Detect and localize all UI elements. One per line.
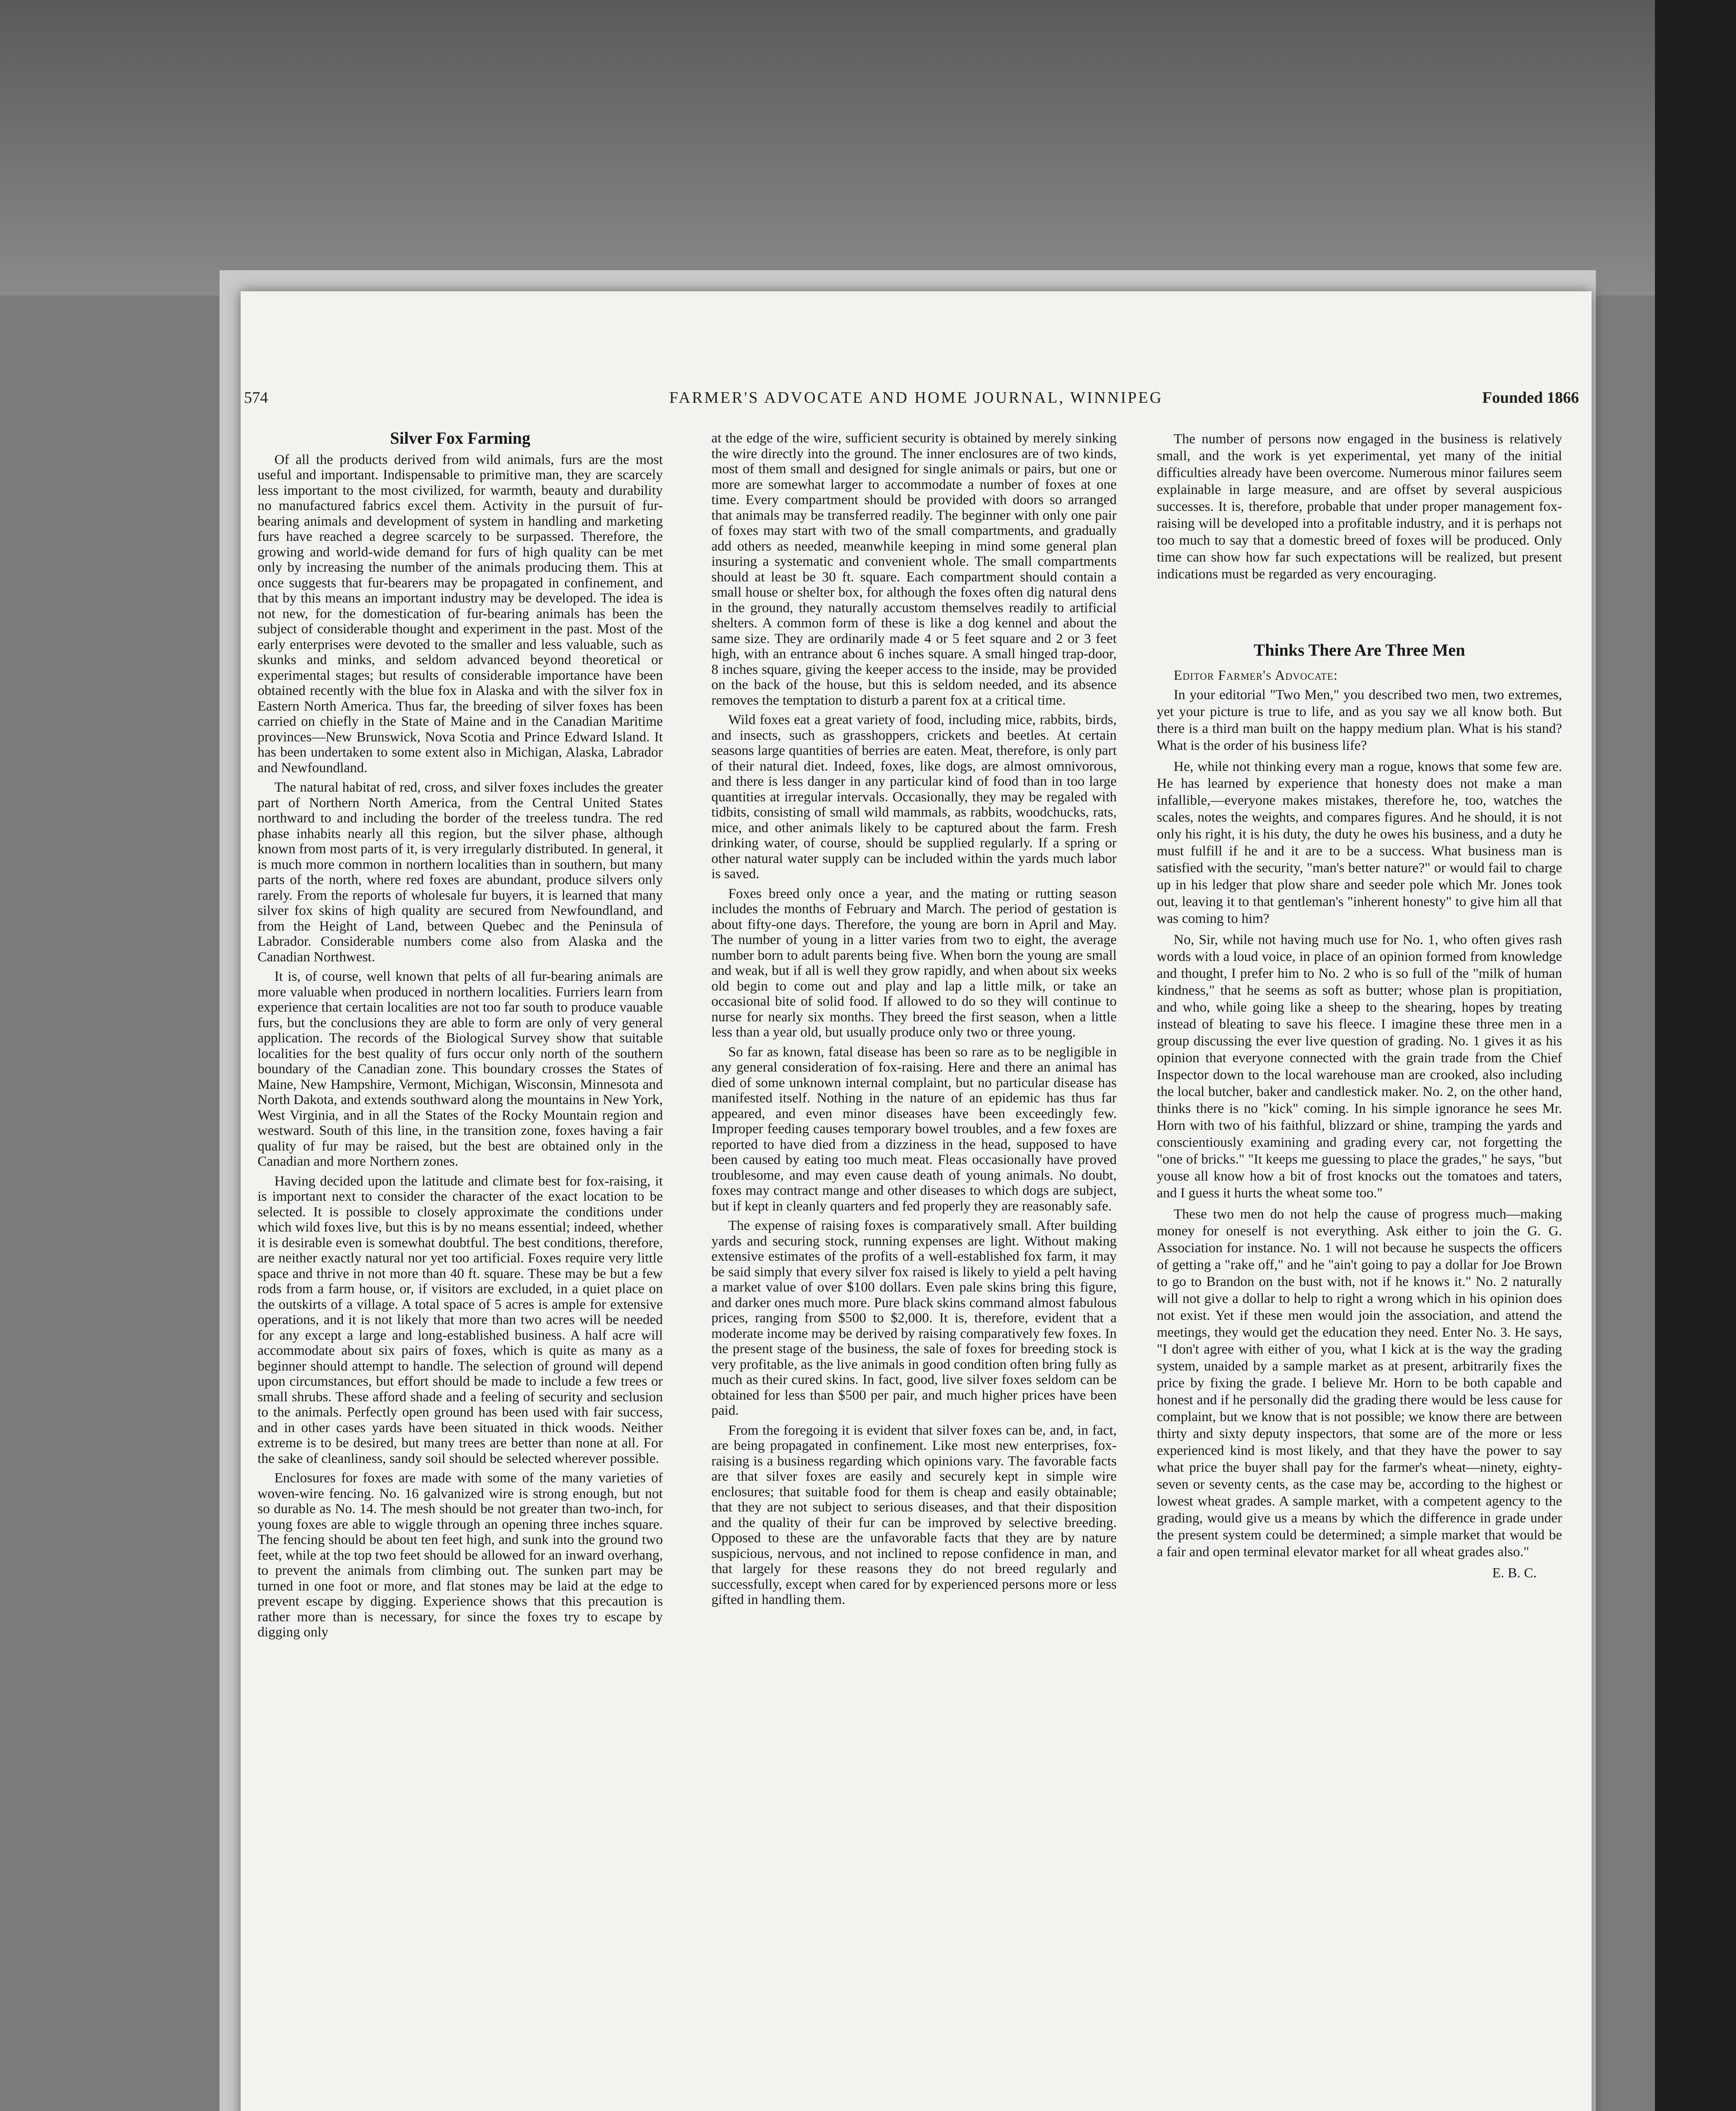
article-headline-three-men: Thinks There Are Three Men (1253, 640, 1465, 659)
page-header (241, 388, 1592, 414)
letter-paragraph: These two men do not help the cause of progress much—making money for oneself is not everything. Ask either to join the G. G. Association for instance. No. 1 will not because he suspects the officers of getting a "rake off," and he "ain't going to pay a dollar for Joe Brown to go to Brandon on the bust with, not if he knows it." No. 2 naturally will not give a dollar to help to right a wrong which in his opinion does not exist. Yet if these men would join the association, and attend the meetings, they would get the education they need. Enter No. 3. He says, "I don't agree with either of you, what I kick at is the way the grading system, unaided by a sample market as at present, arbitrarily fixes the price by fixing the grade. I believe Mr. Horn to be both capable and honest and if he personally did the grading there would be less cause for complaint, but we know that is not possible; we know there are between thirty and sixty deputy inspectors, that some are of the more or less experienced kind is most likely, and that they have the power to say what price the buyer shall pay for the farmer's wheat—ninety, eighty-seven or seventy cents, as the case may be, according to the highest or lowest wheat grades. A sample market, with a competent agency to the grading, would give us a means by which the difference in grade under the present system could be determined; a simple market that would be a fair and open terminal elevator market for all wheat grades also." (1157, 1207, 1562, 1560)
journal-title: FARMER'S ADVOCATE AND HOME JOURNAL, WINNIPEG (669, 389, 1163, 407)
column-1 (258, 431, 663, 2111)
column-3 (1157, 431, 1562, 2111)
article-paragraph: at the edge of the wire, sufficient security is obtained by merely sinking the wire directly into the ground. The inner enclosures are of two kinds, most of them small and designed for single animals or pairs, but one or more are somewhat larger to accommodate a number of foxes at one time. Every compartment should be provided with doors so arranged that animals may be transferred readily. The beginner with only one pair of foxes may start with two of the small compartments, and gradually add others as needed, meanwhile keeping in mind some general plan insuring a systematic and convenient whole. The small compartments should at least be 30 ft. square. Each compartment should contain a small house or shelter box, for although the foxes often dig natural dens in the ground, they naturally accustom themselves readily to artificial shelters. A common form of these is like a dog kennel and about the same size. They are ordinarily made 4 or 5 feet square and 2 or 3 feet high, with an entrance about 6 inches square. A small hinged trap-door, 8 inches square, giving the keeper access to the inside, may be provided on the back of the house, but this is seldom needed, and its absence removes the temptation to disturb a parent fox at a critical time. (711, 431, 1117, 708)
letter-paragraph: No, Sir, while not having much use for No. 1, who often gives rash words with a loud voice, in place of an opinion formed from knowledge and thought, I prefer him to No. 2 who is so full of the "milk of human kindness," that he seems as soft as butter; whose plan is propitiation, and who, while going like a sheep to the shearing, hopes by treating instead of bleating to save his fleece. I imagine these three men in a group discussing the ever live question of grading. No. 1 gives it as his opinion that everyone connected with the grain trade from the Chief Inspector down to the local warehouse man are crooked, also including the local butcher, baker and candlestick maker. No. 2, on the other hand, thinks there is no "kick" coming. In his simple ignorance he sees Mr. Horn with two of his faithful, blizzard or shine, tramping the yards and conscientiously examining and grading every car, not forgetting the "one of bricks." "It keeps me guessing to place the grades," he says, "but youse all know how a bit of frost knocks out the tomatoes and taters, and I guess it hurts the wheat some too." (1157, 932, 1562, 1201)
newspaper-page (241, 291, 1592, 2111)
article-headline-silver-fox: Silver Fox Farming (390, 431, 531, 448)
article-paragraph: Foxes breed only once a year, and the mating or rutting season includes the months of February and March. The period of gestation is about fifty-one days. Therefore, the young are born in April and May. The number of young in a litter varies from two to eight, the average number born to adult parents being five. When born the young are small and weak, but if all is well they grow rapidly, and when about six weeks old begin to come out and play and lap a little milk, or take an occasional bite of solid food. If allowed to do so they will continue to nurse for nearly six months. They breed the first season, when a little less than a year old, but usually produce only two or three young. (711, 886, 1117, 1040)
article-paragraph: Of all the products derived from wild animals, furs are the most useful and important. Indispensable to primitive man, they are scarcely less important to the most civilized, for warmth, beauty and durability no manufactured fabrics excel them. Activity in the pursuit of fur-bearing animals and development of system in handling and marketing furs have reached a degree scarcely to be surpassed. Therefore, the growing and world-wide demand for furs of high quality can be met only by increasing the number of the animals producing them. This at once suggests that fur-bearers may be propagated in confinement, and that by this means an important industry may be developed. The idea is not new, for the domestication of fur-bearing animals has been the subject of considerable thought and experiment in the past. Most of the early enterprises were devoted to the smaller and less valuable, such as skunks and minks, and seldom advanced beyond theoretical or experimental stages; but results of considerable importance have been obtained recently with the blue fox in Alaska and with the silver fox in Eastern North America. Thus far, the breeding of silver foxes has been carried on chiefly in the State of Maine and in the Canadian Maritime provinces—New Brunswick, Nova Scotia and Prince Edward Island. It has been undertaken to some extent also in Michigan, Alaska, Labrador and Newfoundland. (258, 452, 663, 776)
column-2 (711, 431, 1117, 2111)
letter-signature: E. B. C. (1492, 1566, 1537, 1581)
article-paragraph: It is, of course, well known that pelts of all fur-bearing animals are more valuable when produced in northern localities. Furriers learn from experience that certain localities are not too far south to produce vauable furs, but the conclusions they are able to form are only of very general application. The records of the Biological Survey show that suitable localities for the best quality of furs occur only north of the southern boundary of the Canadian zone. This boundary crosses the States of Maine, New Hampshire, Vermont, Michigan, Wisconsin, Minnesota and North Dakota, and extends southward along the mountains in New York, West Virginia, and in all the States of the Rocky Mountain region and westward. South of this line, in the transition zone, foxes having a fair quality of fur may be raised, but the best are obtained only in the Canadian and more Northern zones. (258, 969, 663, 1169)
article-paragraph: The natural habitat of red, cross, and silver foxes includes the greater part of Northern North America, from the Central United States northward to and including the border of the treeless tundra. The red phase inhabits nearly all this region, but the silver phase, although known from most parts of it, is very irregularly distributed. In general, it is much more common in northern localities than in southern, but many parts of the north, where red foxes are abundant, produce silvers only rarely. From the reports of wholesale fur buyers, it is learned that many silver fox skins of high quality are secured from Newfoundland, and from the Height of Land, between Quebec and the Peninsula of Labrador. Considerable numbers come also from Alaska and the Canadian Northwest. (258, 780, 663, 965)
letter-salutation: Editor Farmer's Advocate: (1174, 668, 1338, 683)
page-number: 574 (244, 389, 268, 407)
article-paragraph: So far as known, fatal disease has been so rare as to be negligible in any general consideration of fox-raising. Here and there an animal has died of some unknown internal complaint, but no particular disease has manifested itself. Nothing in the nature of an epidemic has thus far appeared, and even minor diseases have been exceedingly few. Improper feeding causes temporary bowel troubles, and a few foxes are reported to have died from a dizziness in the head, supposed to have been caused by eating too much meat. Fleas occasionally have proved troublesome, and may even cause death of young animals. No doubt, foxes may contract mange and other diseases to which dogs are subject, but if kept in cleanly quarters and fed properly they are reasonably safe. (711, 1044, 1117, 1214)
article-paragraph: Enclosures for foxes are made with some of the many varieties of woven-wire fencing. No. 16 galvanized wire is strong enough, but not so durable as No. 14. The mesh should be not greater than two-inch, for young foxes are able to wiggle through an opening three inches square. The fencing should be about ten feet high, and sunk into the ground two feet, while at the top two feet should be allowed for an inward overhang, to prevent the animals from climbing out. The sunken part may be turned in one foot or more, and flat stones may be laid at the edge to prevent escape by digging. Experience shows that this precaution is rather more than is necessary, for since the foxes try to escape by digging only (258, 1471, 663, 1640)
scan-dark-edge (1655, 0, 1736, 2111)
faded-print-area (1157, 2065, 1571, 2111)
article-paragraph: The number of persons now engaged in the business is relatively small, and the work is yet experimental, yet many of the initial difficulties already have been overcome. Numerous minor failures seem explainable in large measure, and are offset by several auspicious successes. It is, therefore, probable that under proper management fox-raising will be developed into a profitable industry, and it is perhaps not too much to say that a domestic breed of foxes will be produced. Only time can show how far such expectations will be realized, but present indications must be regarded as very encouraging. (1157, 431, 1562, 582)
letter-paragraph: He, while not thinking every man a rogue, knows that some few are. He has learned by experience that honesty does not make a man infallible,—everyone makes mistakes, therefore he, too, watches the scales, notes the weights, and compares figures. And he should, it is not only his right, it is his duty, the duty he owes his business, and a duty he must fulfill if he and it are to be a success. What business man is satisfied with the security, "man's better nature?" or would fail to charge up in his ledger that plow share and seeder pole which Mr. Jones took out, leaving it to that gentleman's "inherent honesty" to give him all that was coming to him? (1157, 759, 1562, 926)
article-paragraph: From the foregoing it is evident that silver foxes can be, and, in fact, are being propagated in confinement. Like most new enterprises, fox-raising is a business regarding which opinions vary. The favorable facts are that silver foxes are easily and securely kept in simple wire enclosures; that suitable food for them is cheap and easily obtainable; that they are not subject to serious diseases, and that their disposition and the quality of their fur can be improved by selective breeding. Opposed to these are the unfavorable facts that they are by nature suspicious, nervous, and not inclined to repose confidence in man, and that largely for these reasons they do not breed regularly and successfully, except when cared for by experienced persons more or less gifted in handling them. (711, 1422, 1117, 1607)
scan-background (0, 0, 1736, 296)
article-paragraph: Wild foxes eat a great variety of food, including mice, rabbits, birds, and insects, such as grasshoppers, crickets and beetles. At certain seasons large quantities of berries are eaten. Meat, therefore, is only part of their natural diet. Indeed, foxes, like dogs, are almost omnivorous, and there is less danger in any particular kind of food than in too large quantities at irregular intervals. Occasionally, they may be regaled with tidbits, consisting of small wild mammals, as rabbits, woodchucks, rats, mice, and other animals likely to be captured about the farm. Fresh drinking water, of course, should be supplied regularly. If a spring or other natural water supply can be included within the yards much labor is saved. (711, 712, 1117, 882)
founded-note: Founded 1866 (1482, 389, 1579, 407)
article-paragraph: The expense of raising foxes is comparatively small. After building yards and securing stock, running expenses are light. Without making extensive estimates of the profits of a well-established fox farm, it may be said simply that every silver fox raised is likely to yield a pelt having a market value of over $100 dollars. Even pale skins bring this figure, and darker ones much more. Pure black skins command almost fabulous prices, ranging from $500 to $2,000. It is, therefore, evident that a moderate income may be derived by raising comparatively few foxes. In the present stage of the business, the sale of foxes for breeding stock is very profitable, as the live animals in good condition often bring fully as much as their cured skins. In fact, good, live silver foxes seldom can be obtained for less than $500 per pair, and much higher prices have been paid. (711, 1218, 1117, 1418)
article-paragraph: Having decided upon the latitude and climate best for fox-raising, it is important next to consider the character of the exact location to be selected. It is possible to closely approximate the conditions under which wild foxes live, but this is by no means essential; indeed, whether it is desirable even is somewhat doubtful. The best conditions, therefore, are neither exactly natural nor yet too artificial. Foxes require very little space and thrive in not more than 40 ft. square. These may be but a few rods from a farm house, or, if visitors are excluded, in a quiet place on the outskirts of a village. A total space of 5 acres is ample for extensive operations, and it is not likely that more than two acres will be needed for any except a large and long-established business. A half acre will accommodate about six pairs of foxes, which is quite as many as a beginner should attempt to handle. The selection of ground will depend upon circumstances, but effort should be made to include a few trees or small shrubs. These afford shade and a feeling of security and seclusion to the animals. Perfectly open ground has been used with fair success, and in other cases yards have been situated in thick woods. Neither extreme is to be desired, but many trees are better than none at all. For the sake of cleanliness, sandy soil should be selected wherever possible. (258, 1173, 663, 1466)
letter-paragraph: In your editorial "Two Men," you described two men, two extremes, yet your picture is true to life, and as you say we all know both. But there is a third man built on the happy medium plan. What is his stand? What is the order of his business life? (1157, 687, 1562, 753)
